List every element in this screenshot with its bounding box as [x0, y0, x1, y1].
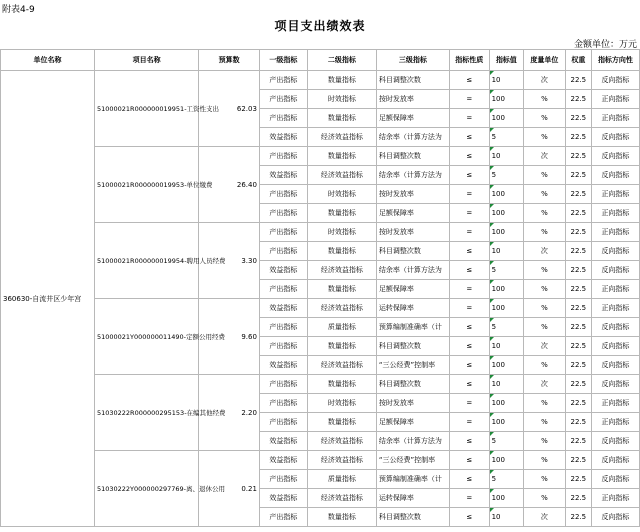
measure-unit-cell: %	[524, 90, 566, 109]
level1-cell: 产出指标	[259, 242, 307, 261]
weight-cell: 22.5	[565, 451, 591, 470]
nature-cell: ≤	[449, 318, 489, 337]
weight-cell: 22.5	[565, 470, 591, 489]
value-cell: 100	[489, 413, 523, 432]
level3-cell: “三公经费”控制率	[376, 356, 449, 375]
measure-unit-cell: %	[524, 223, 566, 242]
measure-unit-cell: 次	[524, 147, 566, 166]
col-header-level2: 二级指标	[307, 50, 376, 71]
level1-cell: 效益指标	[259, 489, 307, 508]
level3-cell: “三公经费”控制率	[376, 451, 449, 470]
weight-cell: 22.5	[565, 242, 591, 261]
measure-unit-cell: %	[524, 451, 566, 470]
direction-cell: 反向指标	[591, 375, 639, 394]
direction-cell: 反向指标	[591, 432, 639, 451]
table-row	[1, 223, 640, 242]
level2-cell: 时效指标	[307, 394, 376, 413]
level2-cell: 时效指标	[307, 223, 376, 242]
level2-cell: 数量指标	[307, 337, 376, 356]
measure-unit-cell: %	[524, 318, 566, 337]
page-title: 项目支出绩效表	[274, 19, 366, 33]
value-cell: 100	[489, 204, 523, 223]
direction-cell: 正向指标	[591, 280, 639, 299]
level2-cell: 时效指标	[307, 90, 376, 109]
value-cell: 100	[489, 185, 523, 204]
value-cell: 100	[489, 299, 523, 318]
direction-cell: 正向指标	[591, 185, 639, 204]
value-cell: 100	[489, 223, 523, 242]
weight-cell: 22.5	[565, 280, 591, 299]
weight-cell: 22.5	[565, 432, 591, 451]
performance-table	[0, 49, 640, 527]
table-row	[1, 71, 640, 90]
level1-cell: 效益指标	[259, 451, 307, 470]
nature-cell: ≤	[449, 508, 489, 527]
measure-unit-cell: %	[524, 470, 566, 489]
measure-unit-cell: 次	[524, 71, 566, 90]
level1-cell: 产出指标	[259, 470, 307, 489]
col-header-unit-name: 单位名称	[1, 50, 95, 71]
level3-cell: 科目调整次数	[376, 71, 449, 90]
level1-cell: 效益指标	[259, 261, 307, 280]
measure-unit-cell: %	[524, 432, 566, 451]
value-cell: 10	[489, 71, 523, 90]
project-name-cell: 51000021Y000000011490-定额公用经费	[94, 299, 198, 375]
project-name-cell: 51000021R000000019951-工资性支出	[94, 71, 198, 147]
level2-cell: 时效指标	[307, 185, 376, 204]
level1-cell: 产出指标	[259, 375, 307, 394]
direction-cell: 反向指标	[591, 261, 639, 280]
weight-cell: 22.5	[565, 318, 591, 337]
level3-cell: 足额保障率	[376, 109, 449, 128]
level3-cell: 运转保障率	[376, 299, 449, 318]
project-name-cell: 51000021R000000019953-单位缴费	[94, 147, 198, 223]
direction-cell: 反向指标	[591, 128, 639, 147]
direction-cell: 正向指标	[591, 223, 639, 242]
weight-cell: 22.5	[565, 204, 591, 223]
measure-unit-cell: %	[524, 413, 566, 432]
level3-cell: 预算编制准确率（计	[376, 470, 449, 489]
nature-cell: =	[449, 299, 489, 318]
nature-cell: ≤	[449, 451, 489, 470]
level2-cell: 经济效益指标	[307, 128, 376, 147]
level2-cell: 数量指标	[307, 413, 376, 432]
level2-cell: 经济效益指标	[307, 356, 376, 375]
measure-unit-cell: 次	[524, 375, 566, 394]
nature-cell: ≤	[449, 337, 489, 356]
value-cell: 100	[489, 90, 523, 109]
project-name-cell: 51000021R000000019954-聘用人员经费	[94, 223, 198, 299]
budget-cell: 3.30	[199, 223, 260, 299]
level2-cell: 经济效益指标	[307, 432, 376, 451]
value-cell: 5	[489, 128, 523, 147]
direction-cell: 反向指标	[591, 318, 639, 337]
appendix-label: 附表4-9	[2, 5, 35, 15]
level1-cell: 产出指标	[259, 223, 307, 242]
value-cell: 5	[489, 261, 523, 280]
value-cell: 100	[489, 280, 523, 299]
direction-cell: 正向指标	[591, 204, 639, 223]
level1-cell: 效益指标	[259, 299, 307, 318]
amount-unit-label: 金额单位：万元	[573, 40, 637, 50]
project-name-cell: 51030222R000000295153-在编其他经费	[94, 375, 198, 451]
nature-cell: ≤	[449, 242, 489, 261]
col-header-direction: 指标方向性	[591, 50, 639, 71]
level1-cell: 产出指标	[259, 90, 307, 109]
level3-cell: 科目调整次数	[376, 242, 449, 261]
level3-cell: 按时发放率	[376, 394, 449, 413]
level1-cell: 产出指标	[259, 318, 307, 337]
level3-cell: 结余率（计算方法为	[376, 166, 449, 185]
measure-unit-cell: %	[524, 489, 566, 508]
measure-unit-cell: %	[524, 280, 566, 299]
nature-cell: ≤	[449, 356, 489, 375]
level2-cell: 数量指标	[307, 109, 376, 128]
value-cell: 100	[489, 356, 523, 375]
level1-cell: 产出指标	[259, 413, 307, 432]
level2-cell: 经济效益指标	[307, 299, 376, 318]
nature-cell: ≤	[449, 147, 489, 166]
value-cell: 5	[489, 470, 523, 489]
nature-cell: =	[449, 280, 489, 299]
weight-cell: 22.5	[565, 109, 591, 128]
nature-cell: =	[449, 204, 489, 223]
level2-cell: 数量指标	[307, 242, 376, 261]
level3-cell: 结余率（计算方法为	[376, 432, 449, 451]
level1-cell: 产出指标	[259, 71, 307, 90]
budget-cell: 0.21	[199, 451, 260, 527]
direction-cell: 反向指标	[591, 71, 639, 90]
measure-unit-cell: %	[524, 166, 566, 185]
direction-cell: 正向指标	[591, 90, 639, 109]
nature-cell: =	[449, 109, 489, 128]
nature-cell: ≤	[449, 128, 489, 147]
table-row	[1, 451, 640, 470]
measure-unit-cell: %	[524, 185, 566, 204]
weight-cell: 22.5	[565, 166, 591, 185]
level3-cell: 科目调整次数	[376, 508, 449, 527]
value-cell: 100	[489, 109, 523, 128]
level2-cell: 数量指标	[307, 508, 376, 527]
level1-cell: 效益指标	[259, 432, 307, 451]
weight-cell: 22.5	[565, 356, 591, 375]
level1-cell: 产出指标	[259, 337, 307, 356]
value-cell: 10	[489, 508, 523, 527]
level1-cell: 产出指标	[259, 147, 307, 166]
col-header-budget: 预算数	[199, 50, 260, 71]
direction-cell: 反向指标	[591, 147, 639, 166]
unit-name-cell: 360630-自流井区少年宫	[1, 71, 95, 527]
level3-cell: 足额保障率	[376, 413, 449, 432]
measure-unit-cell: %	[524, 128, 566, 147]
nature-cell: =	[449, 90, 489, 109]
nature-cell: =	[449, 185, 489, 204]
value-cell: 10	[489, 242, 523, 261]
measure-unit-cell: 次	[524, 508, 566, 527]
level2-cell: 数量指标	[307, 71, 376, 90]
table-row	[1, 375, 640, 394]
level3-cell: 按时发放率	[376, 90, 449, 109]
level3-cell: 预算编制准确率（计	[376, 318, 449, 337]
measure-unit-cell: 次	[524, 242, 566, 261]
value-cell: 100	[489, 489, 523, 508]
level3-cell: 科目调整次数	[376, 375, 449, 394]
nature-cell: ≤	[449, 375, 489, 394]
col-header-weight: 权重	[565, 50, 591, 71]
level3-cell: 结余率（计算方法为	[376, 261, 449, 280]
level1-cell: 产出指标	[259, 508, 307, 527]
measure-unit-cell: %	[524, 204, 566, 223]
direction-cell: 正向指标	[591, 109, 639, 128]
nature-cell: ≤	[449, 470, 489, 489]
nature-cell: =	[449, 394, 489, 413]
weight-cell: 22.5	[565, 375, 591, 394]
value-cell: 100	[489, 394, 523, 413]
level3-cell: 结余率（计算方法为	[376, 128, 449, 147]
weight-cell: 22.5	[565, 337, 591, 356]
col-header-project-name: 项目名称	[94, 50, 198, 71]
value-cell: 100	[489, 451, 523, 470]
measure-unit-cell: 次	[524, 337, 566, 356]
budget-cell: 2.20	[199, 375, 260, 451]
weight-cell: 22.5	[565, 299, 591, 318]
table-header-row	[1, 50, 640, 71]
value-cell: 5	[489, 432, 523, 451]
direction-cell: 正向指标	[591, 413, 639, 432]
budget-cell: 26.40	[199, 147, 260, 223]
value-cell: 5	[489, 318, 523, 337]
direction-cell: 反向指标	[591, 451, 639, 470]
level2-cell: 质量指标	[307, 318, 376, 337]
level1-cell: 效益指标	[259, 166, 307, 185]
level2-cell: 数量指标	[307, 280, 376, 299]
measure-unit-cell: %	[524, 299, 566, 318]
measure-unit-cell: %	[524, 109, 566, 128]
level3-cell: 运转保障率	[376, 489, 449, 508]
col-header-value: 指标值	[489, 50, 523, 71]
table-row	[1, 299, 640, 318]
weight-cell: 22.5	[565, 90, 591, 109]
direction-cell: 反向指标	[591, 337, 639, 356]
level2-cell: 经济效益指标	[307, 166, 376, 185]
nature-cell: =	[449, 223, 489, 242]
col-header-level1: 一级指标	[259, 50, 307, 71]
budget-cell: 9.60	[199, 299, 260, 375]
col-header-nature: 指标性质	[449, 50, 489, 71]
measure-unit-cell: %	[524, 356, 566, 375]
table-row	[1, 147, 640, 166]
weight-cell: 22.5	[565, 128, 591, 147]
level3-cell: 科目调整次数	[376, 337, 449, 356]
level2-cell: 经济效益指标	[307, 489, 376, 508]
level1-cell: 产出指标	[259, 280, 307, 299]
direction-cell: 反向指标	[591, 242, 639, 261]
nature-cell: =	[449, 413, 489, 432]
weight-cell: 22.5	[565, 489, 591, 508]
value-cell: 5	[489, 166, 523, 185]
col-header-level3: 三级指标	[376, 50, 449, 71]
level3-cell: 足额保障率	[376, 204, 449, 223]
level3-cell: 科目调整次数	[376, 147, 449, 166]
measure-unit-cell: %	[524, 261, 566, 280]
nature-cell: ≤	[449, 71, 489, 90]
value-cell: 10	[489, 337, 523, 356]
weight-cell: 22.5	[565, 147, 591, 166]
direction-cell: 正向指标	[591, 394, 639, 413]
direction-cell: 正向指标	[591, 299, 639, 318]
value-cell: 10	[489, 147, 523, 166]
weight-cell: 22.5	[565, 185, 591, 204]
level1-cell: 产出指标	[259, 185, 307, 204]
level2-cell: 经济效益指标	[307, 261, 376, 280]
weight-cell: 22.5	[565, 223, 591, 242]
level1-cell: 产出指标	[259, 109, 307, 128]
weight-cell: 22.5	[565, 71, 591, 90]
weight-cell: 22.5	[565, 413, 591, 432]
level3-cell: 足额保障率	[376, 280, 449, 299]
level2-cell: 数量指标	[307, 147, 376, 166]
level1-cell: 效益指标	[259, 128, 307, 147]
value-cell: 10	[489, 375, 523, 394]
level3-cell: 按时发放率	[376, 185, 449, 204]
nature-cell: =	[449, 489, 489, 508]
level2-cell: 质量指标	[307, 470, 376, 489]
nature-cell: ≤	[449, 261, 489, 280]
weight-cell: 22.5	[565, 394, 591, 413]
nature-cell: ≤	[449, 166, 489, 185]
direction-cell: 反向指标	[591, 470, 639, 489]
level1-cell: 产出指标	[259, 394, 307, 413]
direction-cell: 正向指标	[591, 489, 639, 508]
level2-cell: 数量指标	[307, 204, 376, 223]
level2-cell: 数量指标	[307, 375, 376, 394]
col-header-measure-unit: 度量单位	[524, 50, 566, 71]
direction-cell: 反向指标	[591, 356, 639, 375]
weight-cell: 22.5	[565, 508, 591, 527]
budget-cell: 62.03	[199, 71, 260, 147]
level2-cell: 经济效益指标	[307, 451, 376, 470]
weight-cell: 22.5	[565, 261, 591, 280]
direction-cell: 反向指标	[591, 508, 639, 527]
level3-cell: 按时发放率	[376, 223, 449, 242]
project-name-cell: 51030222Y000000297769-离、退休公用	[94, 451, 198, 527]
level1-cell: 效益指标	[259, 356, 307, 375]
direction-cell: 反向指标	[591, 166, 639, 185]
level1-cell: 产出指标	[259, 204, 307, 223]
measure-unit-cell: %	[524, 394, 566, 413]
nature-cell: ≤	[449, 432, 489, 451]
